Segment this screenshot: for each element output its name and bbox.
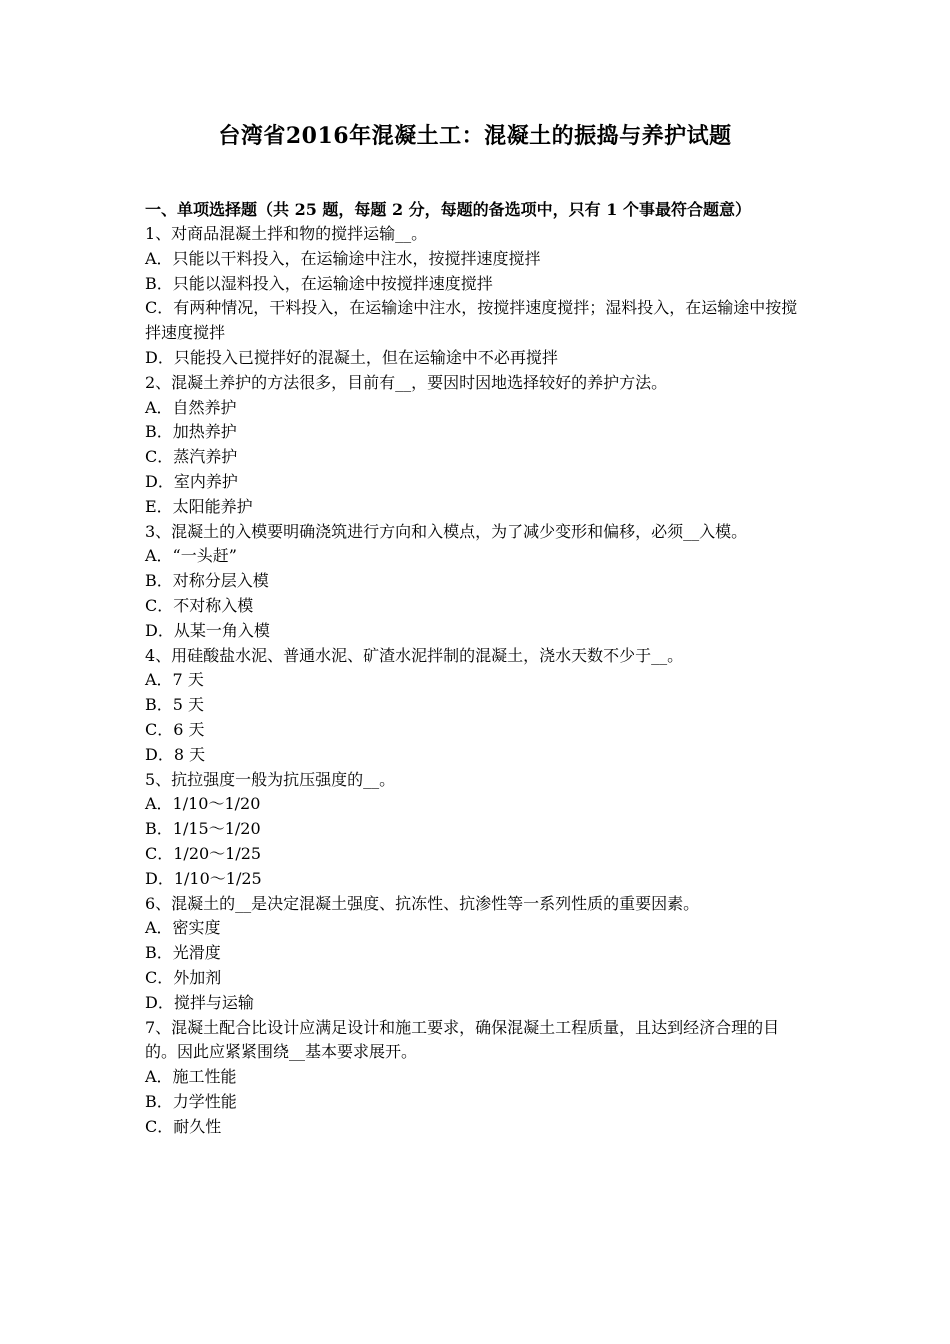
option-b: B．1/15～1/20 [145, 819, 261, 839]
option-d: D．从某一角入模 [145, 620, 270, 640]
option-c: C．有两种情况，干料投入，在运输途中注水，按搅拌速度搅拌；湿料投入，在运输途中按搅拌速度搅拌 [145, 298, 798, 343]
option-a: A．1/10～1/20 [145, 794, 261, 814]
option-b: B．对称分层入模 [145, 571, 269, 591]
option-d: D．室内养护 [145, 471, 238, 491]
question-7 [145, 1016, 810, 1140]
question-5 [145, 768, 810, 892]
option-b: B．只能以湿料投入，在运输途中按搅拌速度搅拌 [145, 273, 493, 293]
option-a: A．施工性能 [145, 1067, 237, 1087]
option-b: B．5 天 [145, 695, 205, 715]
option-a: A．自然养护 [145, 397, 237, 417]
option-a: A．只能以干料投入，在运输途中注水，按搅拌速度搅拌 [145, 248, 541, 268]
option-a: A．“一头赶” [145, 546, 237, 566]
question-3 [145, 520, 810, 644]
question-stem: 7、混凝土配合比设计应满足设计和施工要求，确保混凝土工程质量，且达到经济合理的目的。因此应紧紧围绕__基本要求展开。 [145, 1017, 780, 1062]
question-stem: 1、对商品混凝土拌和物的搅拌运输__。 [145, 224, 428, 243]
option-e: E．太阳能养护 [145, 496, 253, 516]
option-d: D．只能投入已搅拌好的混凝土，但在运输途中不必再搅拌 [145, 347, 558, 367]
option-b: B．光滑度 [145, 943, 221, 963]
section-heading: 一、单项选择题（共 25 题，每题 2 分，每题的备选项中，只有 1 个事最符合题意） [145, 200, 751, 219]
question-4 [145, 644, 810, 768]
option-d: D．搅拌与运输 [145, 992, 254, 1012]
option-b: B．力学性能 [145, 1091, 237, 1111]
option-c: C．外加剂 [145, 967, 222, 987]
option-d: D．1/10～1/25 [145, 868, 262, 888]
option-c: C．蒸汽养护 [145, 447, 238, 467]
question-stem: 5、抗拉强度一般为抗压强度的__。 [145, 769, 396, 789]
question-stem: 6、混凝土的__是决定混凝土强度、抗冻性、抗渗性等一系列性质的重要因素。 [145, 893, 700, 913]
option-c: C．1/20～1/25 [145, 843, 262, 863]
option-a: A．密实度 [145, 918, 221, 938]
option-c: C．耐久性 [145, 1116, 222, 1136]
option-d: D．8 天 [145, 744, 206, 764]
question-stem: 2、混凝土养护的方法很多，目前有__，要因时因地选择较好的养护方法。 [145, 372, 668, 392]
question-2 [145, 371, 810, 520]
option-a: A．7 天 [145, 670, 204, 690]
document-body [145, 197, 810, 1139]
question-1 [145, 222, 810, 371]
option-c: C．6 天 [145, 719, 205, 739]
question-stem: 4、用硅酸盐水泥、普通水泥、矿渣水泥拌制的混凝土，浇水天数不少于__。 [145, 645, 684, 665]
option-c: C．不对称入模 [145, 595, 254, 615]
document-title: 台湾省2016年混凝土工：混凝土的振捣与养护试题 [218, 123, 732, 149]
option-b: B．加热养护 [145, 422, 237, 442]
question-6 [145, 892, 810, 1016]
question-stem: 3、混凝土的入模要明确浇筑进行方向和入模点，为了减少变形和偏移，必须__入模。 [145, 521, 748, 541]
